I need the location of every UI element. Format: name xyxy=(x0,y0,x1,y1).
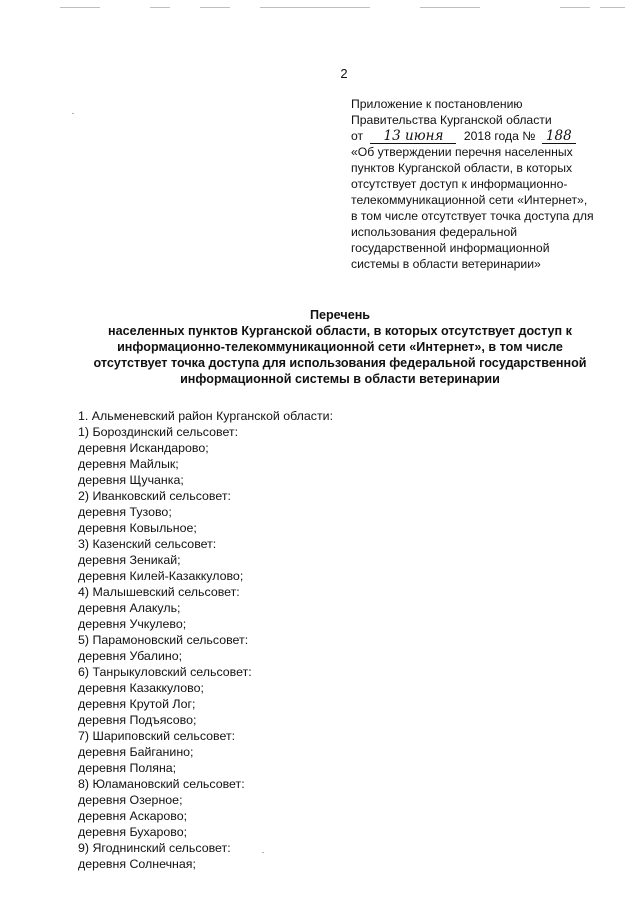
appendix-line: государственной информационной xyxy=(351,241,550,255)
list-item: 1. Альменевский район Курганской области: xyxy=(78,409,334,423)
handwritten-number: 188 xyxy=(542,130,576,144)
year-text: 2018 года № xyxy=(463,129,536,143)
list-item: деревня Крутой Лог; xyxy=(78,697,196,711)
date-prefix: от xyxy=(351,129,364,143)
list-item: 3) Казенский сельсовет: xyxy=(78,537,217,551)
list-item: 8) Юламановский сельсовет: xyxy=(78,777,245,791)
list-item: деревня Байганино; xyxy=(78,745,194,759)
appendix-line: системы в области ветеринарии» xyxy=(351,257,541,271)
appendix-line: «Об утверждении перечня населенных xyxy=(351,145,573,159)
list-item: 6) Танрыкуловский сельсовет: xyxy=(78,665,252,679)
list-item: 1) Бороздинский сельсовет: xyxy=(78,425,239,439)
scan-speck xyxy=(262,852,264,853)
title-line: информационной системы в области ветеринарии xyxy=(180,372,500,386)
list-item: деревня Солнечная; xyxy=(78,857,196,871)
appendix-line: Правительства Курганской области xyxy=(351,113,552,127)
appendix-line: использования федеральной xyxy=(351,225,518,239)
appendix-line: отсутствует доступ к информационно- xyxy=(351,177,568,191)
scan-artifact-top xyxy=(0,0,640,14)
appendix-header xyxy=(351,96,621,272)
settlement-list xyxy=(78,408,333,872)
scan-speck xyxy=(72,113,74,114)
list-item: деревня Казаккулово; xyxy=(78,681,204,695)
appendix-date-line xyxy=(351,128,621,144)
list-item: 4) Малышевский сельсовет: xyxy=(78,585,240,599)
title-line: населенных пунктов Курганской области, в которых отсутствует доступ к xyxy=(108,324,572,338)
appendix-line: телекоммуникационной сети «Интернет», xyxy=(351,193,588,207)
list-item: деревня Алакуль; xyxy=(78,601,181,615)
list-item: деревня Аскарово; xyxy=(78,809,188,823)
list-item: деревня Бухарово; xyxy=(78,825,188,839)
list-item: деревня Майлык; xyxy=(78,457,179,471)
document-title xyxy=(40,307,640,387)
list-item: деревня Зеникай; xyxy=(78,553,181,567)
list-item: деревня Поляна; xyxy=(78,761,177,775)
list-item: деревня Ковыльное; xyxy=(78,521,197,535)
list-item: деревня Учкулево; xyxy=(78,617,187,631)
title-line: отсутствует точка доступа для использования федеральной государственной xyxy=(93,356,587,370)
list-item: деревня Килей-Казаккулово; xyxy=(78,569,244,583)
list-item: 7) Шариповский сельсовет: xyxy=(78,729,236,743)
handwritten-date: 13 июня xyxy=(370,130,456,144)
appendix-line: в том числе отсутствует точка доступа для xyxy=(351,209,594,223)
list-item: 9) Ягоднинский сельсовет: xyxy=(78,841,231,855)
list-item: деревня Убалино; xyxy=(78,649,183,663)
title-line: информационно-телекоммуникационной сети «Интернет», в том числе xyxy=(117,340,563,354)
title-heading: Перечень xyxy=(309,308,371,322)
page-number: 2 xyxy=(340,66,348,81)
list-item: деревня Тузово; xyxy=(78,505,172,519)
list-item: деревня Подъясово; xyxy=(78,713,197,727)
list-item: деревня Искандарово; xyxy=(78,441,209,455)
appendix-line: пунктов Курганской области, в которых xyxy=(351,161,573,175)
list-item: 2) Иванковский сельсовет: xyxy=(78,489,231,503)
list-item: деревня Щучанка; xyxy=(78,473,184,487)
list-item: 5) Парамоновский сельсовет: xyxy=(78,633,249,647)
appendix-line: Приложение к постановлению xyxy=(351,97,523,111)
list-item: деревня Озерное; xyxy=(78,793,183,807)
